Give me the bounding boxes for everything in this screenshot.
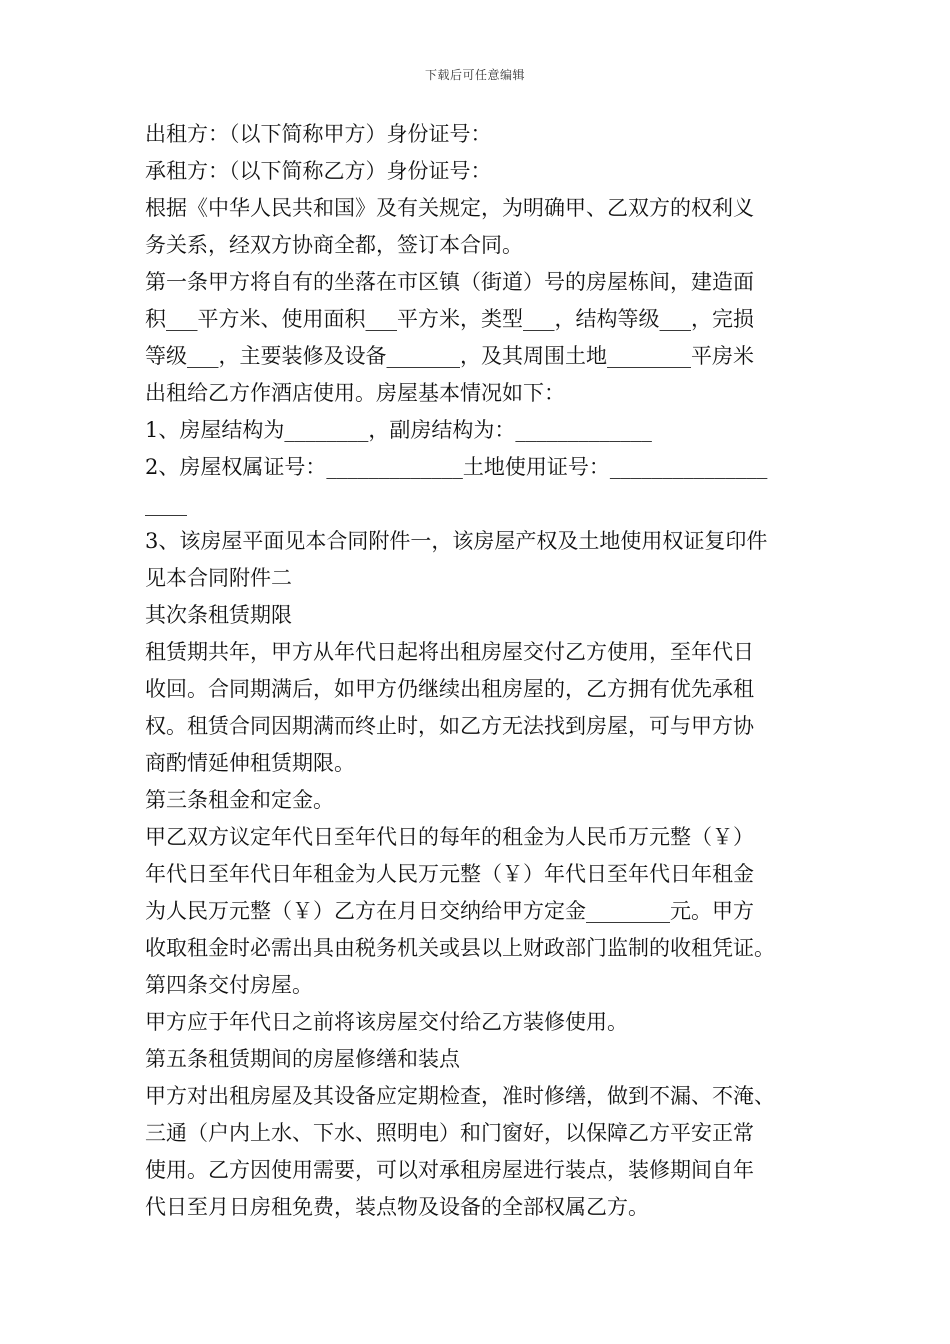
text-line: 甲方应于年代日之前将该房屋交付给乙方装修使用。	[145, 1010, 628, 1034]
text-line: 甲方对出租房屋及其设备应定期检查，准时修缮，做到不漏、不淹、	[145, 1084, 775, 1108]
article-4-heading: 第四条交付房屋。	[145, 973, 313, 997]
text-line: 根据《中华人民共和国》及有关规定，为明确甲、乙双方的权利义	[145, 196, 754, 220]
text-line: 见本合同附件二	[145, 566, 292, 590]
text-line: 租赁期共年，甲方从年代日起将出租房屋交付乙方使用，至年代日	[145, 640, 754, 664]
article-2-heading: 其次条租赁期限	[145, 603, 292, 627]
text-line: 使用。乙方因使用需要，可以对承租房屋进行装点，装修期间自年	[145, 1158, 754, 1182]
text-line: 承租方：（以下简称乙方）身份证号：	[145, 159, 492, 183]
text-line: 三通（户内上水、下水、照明电）和门窗好，以保障乙方平安正常	[145, 1121, 754, 1145]
text-line: 为人民万元整（￥）乙方在月日交纳给甲方定金________元。甲方	[145, 899, 754, 923]
text-line: ____	[145, 492, 187, 516]
contract-body	[145, 116, 815, 1226]
text-line: 收取租金时必需出具由税务机关或县以上财政部门监制的收租凭证。	[145, 936, 775, 960]
text-line: 代日至月日房租免费，装点物及设备的全部权属乙方。	[145, 1195, 649, 1219]
text-line: 务关系，经双方协商全都，签订本合同。	[145, 233, 523, 257]
article-5-heading: 第五条租赁期间的房屋修缮和装点	[145, 1047, 460, 1071]
text-line: 甲乙双方议定年代日至年代日的每年的租金为人民币万元整（￥）	[145, 825, 754, 849]
article-1-line: 第一条甲方将自有的坐落在市区镇（街道）号的房屋栋间，建造面	[145, 270, 754, 294]
text-line: 积___平方米、使用面积___平方米，类型___，结构等级___，完损	[145, 307, 754, 331]
article-3-heading: 第三条租金和定金。	[145, 788, 334, 812]
text-line: 2、房屋权属证号：_____________土地使用证号：_______________	[145, 455, 768, 479]
page-header: 下载后可任意编辑	[424, 68, 525, 82]
text-line: 出租给乙方作酒店使用。房屋基本情况如下：	[145, 381, 565, 405]
text-line: 年代日至年代日年租金为人民万元整（￥）年代日至年代日年租金	[145, 862, 754, 886]
text-line: 等级___，主要装修及设备_______，及其周围土地________平房米	[145, 344, 754, 368]
text-line: 商酌情延伸租赁期限。	[145, 751, 355, 775]
text-line: 出租方：（以下简称甲方）身份证号：	[145, 122, 492, 146]
text-line: 3、该房屋平面见本合同附件一，该房屋产权及土地使用权证复印件	[145, 529, 768, 553]
text-line: 收回。合同期满后，如甲方仍继续出租房屋的，乙方拥有优先承租	[145, 677, 754, 701]
text-line: 1、房屋结构为________，副房结构为：_____________	[145, 418, 652, 442]
text-line: 权。租赁合同因期满而终止时，如乙方无法找到房屋，可与甲方协	[145, 714, 754, 738]
